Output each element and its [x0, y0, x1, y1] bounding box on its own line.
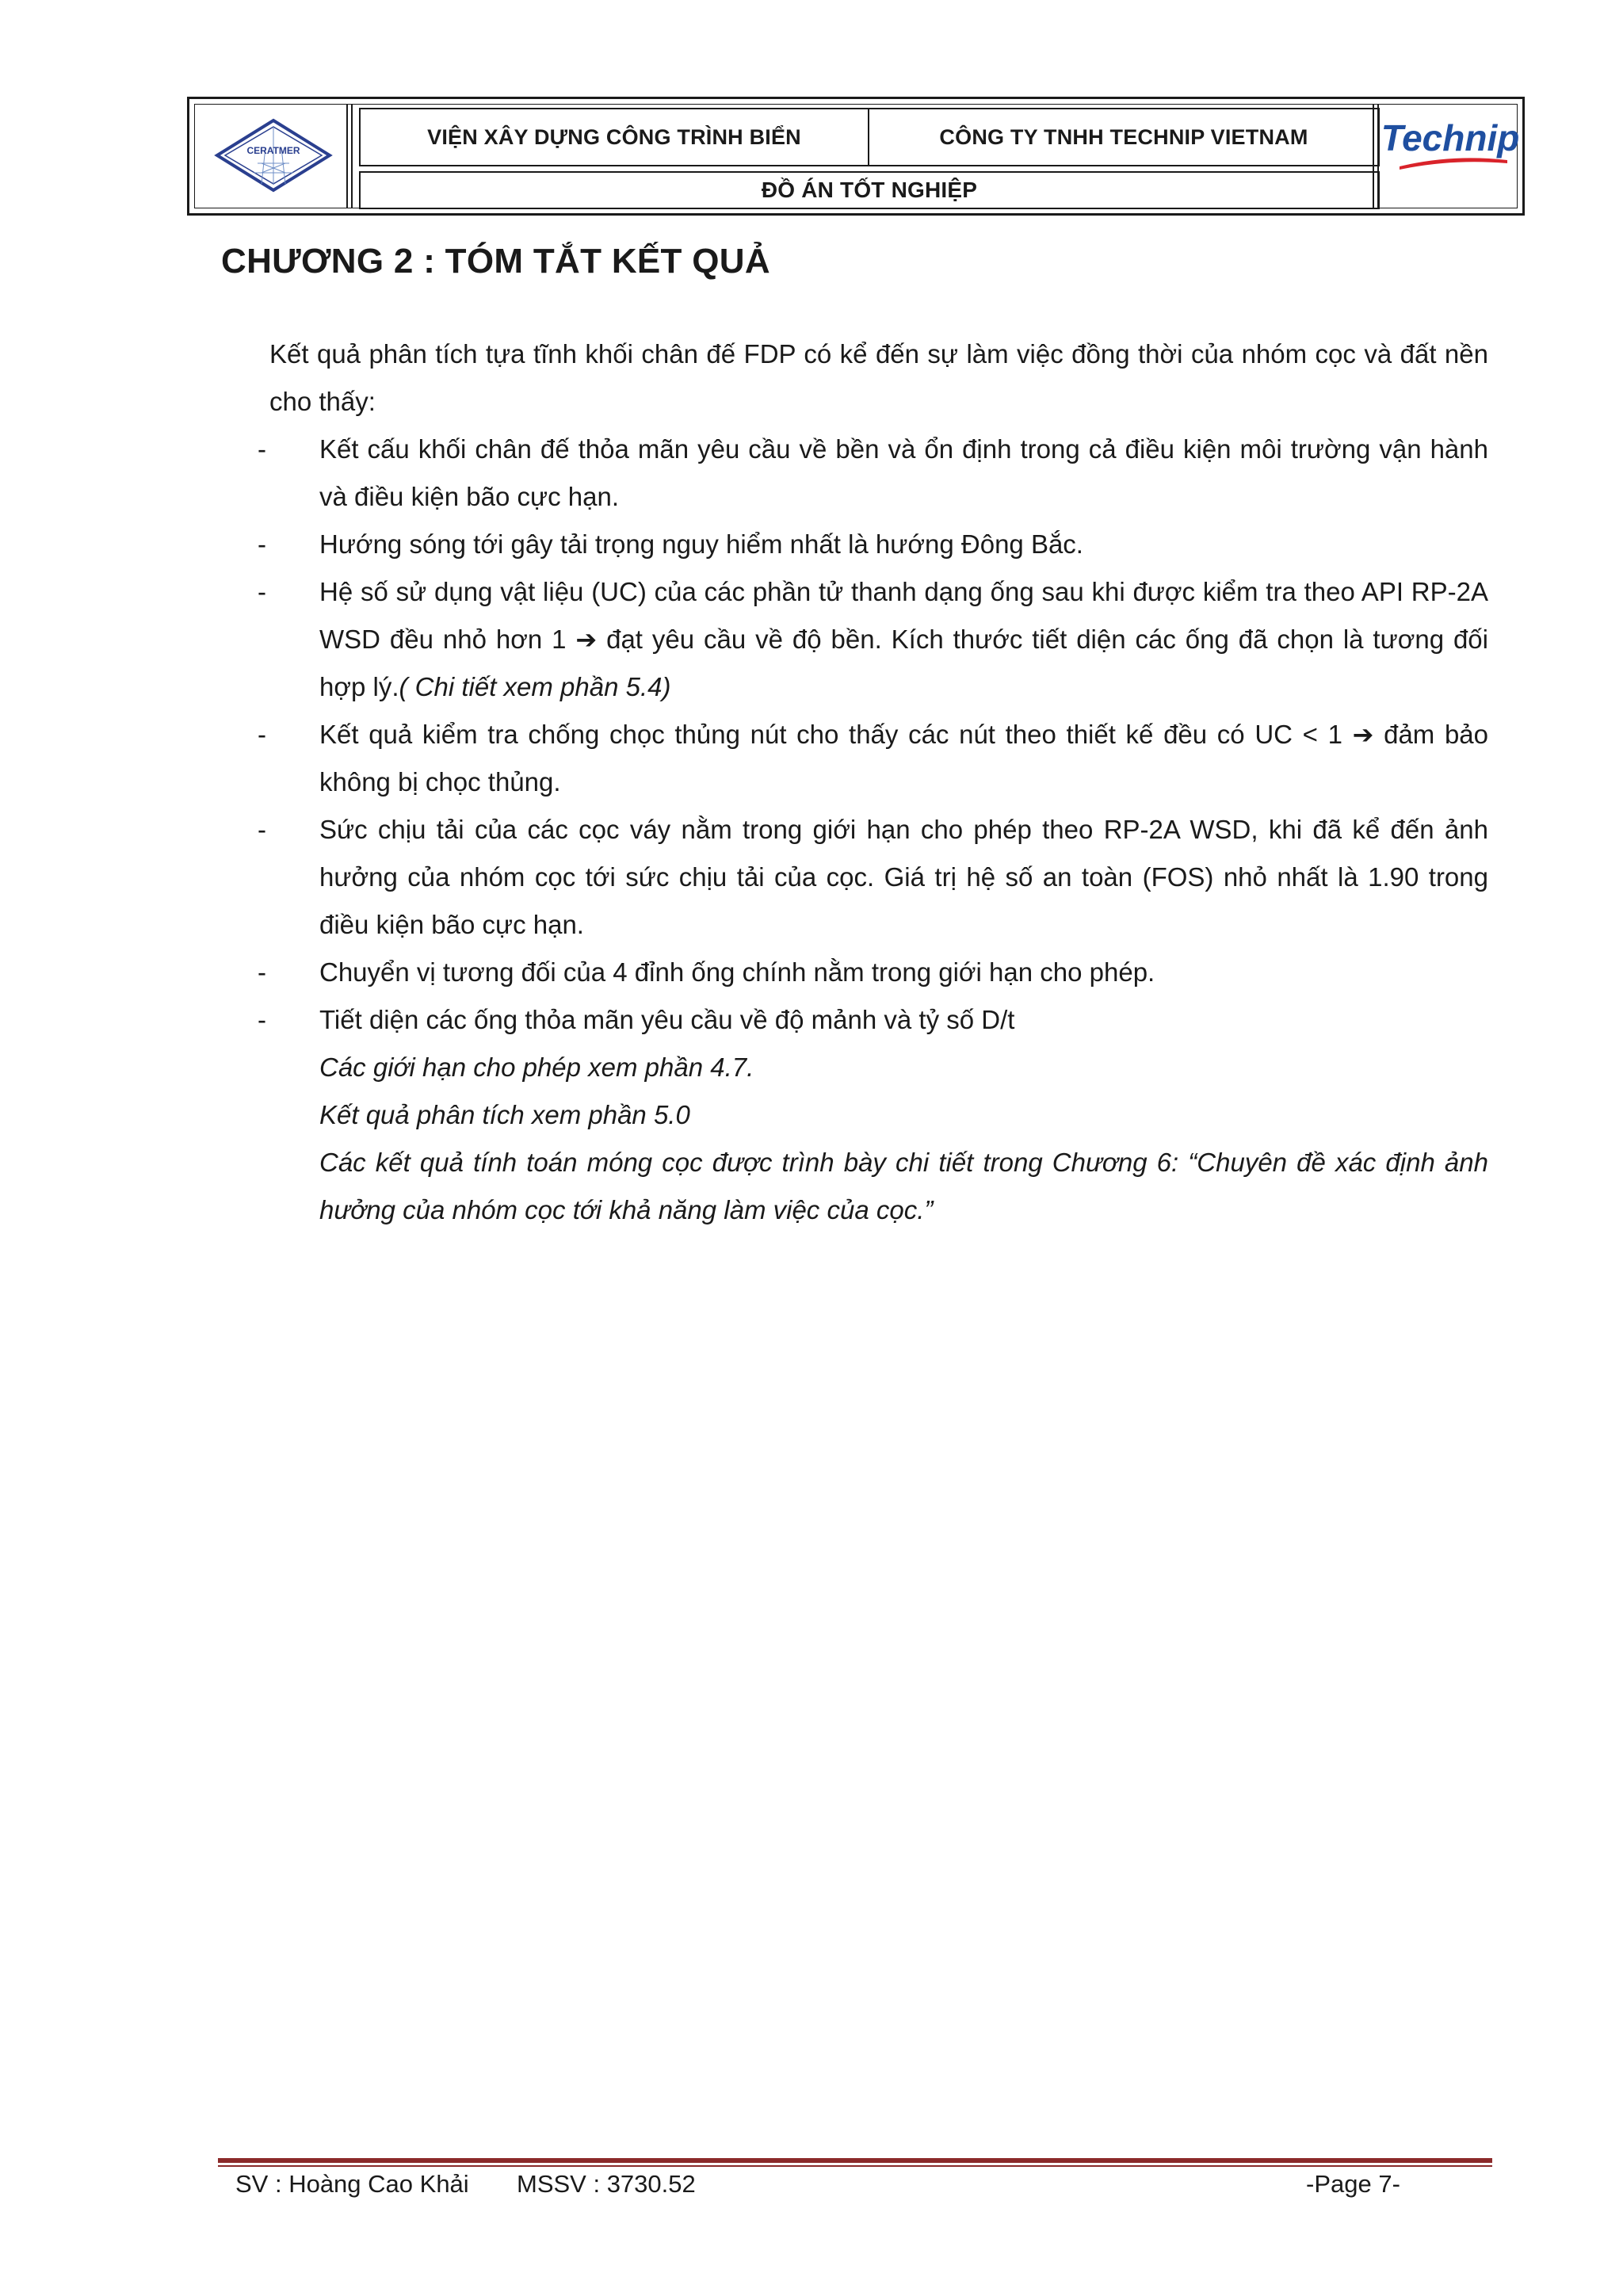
bullet-dash: -: [258, 720, 266, 749]
bullet-text: Chuyển vị tương đối của 4 đỉnh ống chính nằm trong giới hạn cho phép.: [319, 957, 1155, 987]
bullet-text: Hướng sóng tới gây tải trọng nguy hiểm nhất là hướng Đông Bắc.: [319, 529, 1083, 559]
list-item: [258, 426, 1488, 521]
header-inner-frame: [194, 104, 1518, 208]
footer-student-id: MSSV : 3730.52: [517, 2170, 696, 2198]
chapter-title: CHƯƠNG 2 : TÓM TẮT KẾT QUẢ: [221, 242, 770, 281]
ceratmer-logo-text: CERATMER: [246, 145, 300, 156]
note-analysis: Kết quả phân tích xem phần 5.0: [319, 1100, 690, 1129]
list-item: [258, 711, 1489, 806]
footer-rule: [218, 2158, 1492, 2163]
bullet-dash: -: [258, 434, 266, 464]
list-item: [258, 996, 1488, 1044]
bullet-text-part: Kết quả kiểm tra chống chọc thủng nút cho thấy các nút theo thiết kế đều có UC < 1: [319, 720, 1353, 749]
footer-student: SV : Hoàng Cao Khải: [235, 2170, 469, 2198]
header-table: [187, 97, 1525, 216]
company-cell: [869, 108, 1380, 166]
header-divider-left-2: [351, 105, 353, 208]
arrow-icon: ➔: [1352, 720, 1374, 749]
summary-body: [258, 330, 1489, 1234]
bullet-dash: -: [258, 957, 266, 987]
bullet-text-part: Hệ số sử dụng vật liệu (UC) của các phần tử thanh dạng ống sau khi được kiểm tra theo API RP-2A WSD đều nhỏ hơn 1: [319, 577, 1488, 654]
list-item: [258, 949, 1488, 996]
bullet-text-part: đạt yêu cầu về độ bền. Kích thước tiết diện các ống đã chọn là tương đối hợp lý.: [319, 625, 1488, 701]
bullet-text: [319, 711, 1488, 806]
bullet-dash: -: [258, 577, 266, 606]
institute-name: VIỆN XÂY DỰNG CÔNG TRÌNH BIỂN: [427, 124, 801, 149]
footer-rule-thin: [218, 2165, 1492, 2167]
project-type-cell: [359, 171, 1380, 209]
bullet-text: Sức chịu tải của các cọc váy nằm trong giới hạn cho phép theo RP-2A WSD, khi đã kể đến ảnh hưởng của nhóm cọc tới sức chịu tải của cọc. Giá trị hệ số an toàn (FOS) nhỏ nhất là 1.90 trong điều kiện bão cực hạn.: [319, 815, 1488, 939]
header-divider-left: [346, 105, 348, 208]
footer-page-number: -Page 7-: [1306, 2170, 1400, 2198]
arrow-icon: ➔: [575, 625, 598, 654]
note-limits: Các giới hạn cho phép xem phần 4.7.: [319, 1052, 754, 1082]
technip-logo-text: Technip: [1381, 117, 1520, 159]
bullet-dash: -: [258, 1005, 266, 1034]
technip-swoosh: [1400, 158, 1507, 170]
bullet-dash: -: [258, 815, 266, 844]
bullet-dash: -: [258, 529, 266, 559]
note-chapter-6: Các kết quả tính toán móng cọc được trình bày chi tiết trong Chương 6: “Chuyên đề xác định ảnh hưởng của nhóm cọc tới khả năng làm việc của cọc.”: [319, 1148, 1488, 1224]
technip-logo: [1381, 116, 1520, 179]
institute-cell: [359, 108, 869, 166]
list-item: [258, 806, 1488, 949]
bullet-text-part: đảm bảo không bị chọc thủng.: [319, 720, 1489, 797]
ceratmer-logo: [214, 116, 333, 195]
company-name: CÔNG TY TNHH TECHNIP VIETNAM: [939, 124, 1308, 149]
list-item: [258, 521, 1488, 568]
list-item: [258, 568, 1488, 711]
reference-note: ( Chi tiết xem phần 5.4): [399, 672, 671, 701]
intro-paragraph: Kết quả phân tích tựa tĩnh khối chân đế FDP có kể đến sự làm việc đồng thời của nhóm cọc và đất nền cho thấy:: [269, 339, 1488, 416]
bullet-text: Tiết diện các ống thỏa mãn yêu cầu về độ mảnh và tỷ số D/t: [319, 1005, 1015, 1034]
project-type: ĐỒ ÁN TỐT NGHIỆP: [761, 178, 978, 202]
bullet-text: [319, 568, 1488, 711]
bullet-text: Kết cấu khối chân đế thỏa mãn yêu cầu về bền và ổn định trong cả điều kiện môi trường vận hành và điều kiện bão cực hạn.: [319, 434, 1488, 511]
